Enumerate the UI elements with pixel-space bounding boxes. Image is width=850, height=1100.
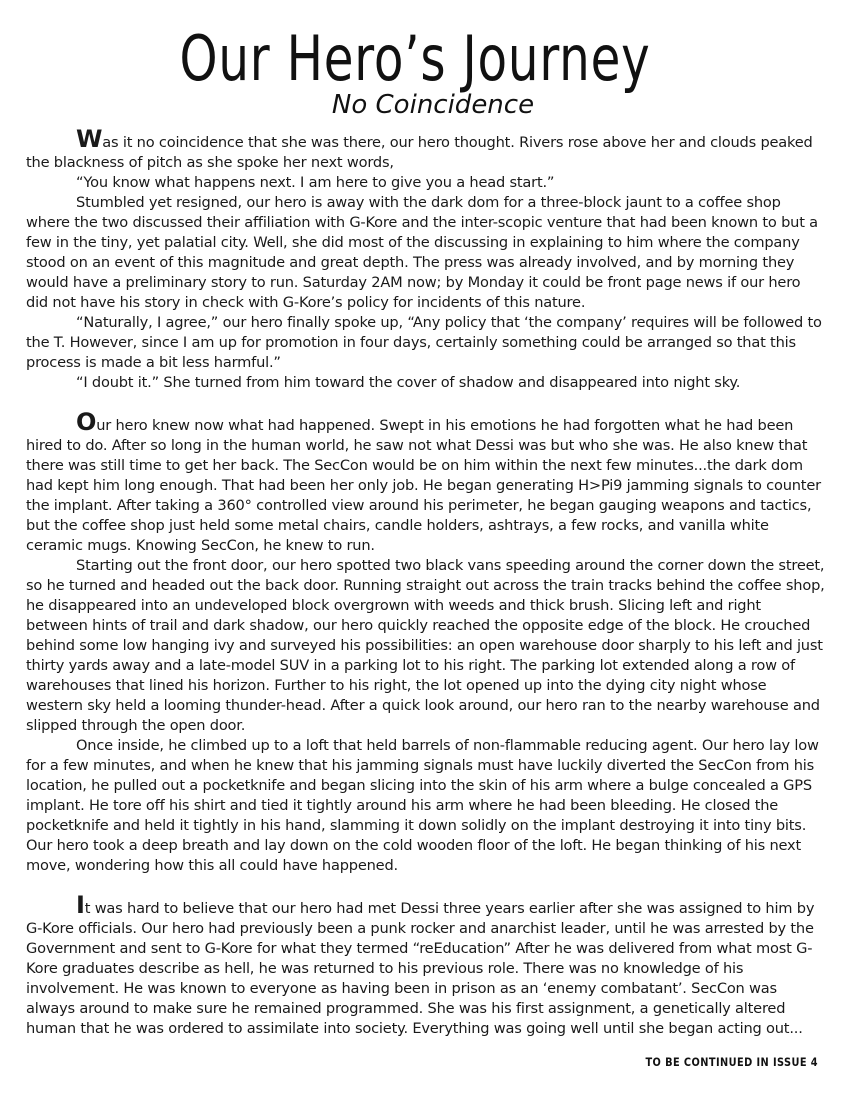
paragraph-text: t was hard to believe that our hero had met Dessi three years earlier after she was assigned to him by G-Kore officials. Our hero had previously been a punk rocker and anarchist leader, until he was arrested by the Government and sent to G-Kore for what they termed “reEducation” After he was delivered from what most G-Kore graduates describe as hell, he was returned to his previous role. There was no knowledge of his involvement. He was known to everyone as having been in prison as an ‘enemy combatant’. SecCon was always around to make sure he remained programmed. She was his first assignment, a genetically altered human that he was ordered to assimilate into society. Everything was going well until she began acting out... (26, 900, 815, 1037)
paragraph (26, 891, 826, 1039)
paragraph: Once inside, he climbed up to a loft that held barrels of non-flammable reducing agent. Our hero lay low for a few minutes, and when he knew that his jamming signals must have luckily diverted the SecCon from his location, he pulled out a pocketknife and began slicing into the skin of his arm where a bulge concealed a GPS implant. He tore off his shirt and tied it tightly around his arm where he had been bleeding. He closed the pocketknife and held it tightly in his hand, slamming it down solidly on the implant destroying it into tiny bits. Our hero took a deep breath and lay down on the cold wooden floor of the loft. He began thinking of his next move, wondering how this all could have happened. (26, 737, 819, 874)
drop-cap: O (76, 408, 97, 436)
paragraph (26, 408, 826, 556)
paragraph: “You know what happens next. I am here to give you a head start.” (76, 174, 555, 191)
drop-cap: W (76, 125, 103, 153)
page-title: Our Hero’s Journey (179, 22, 651, 95)
drop-cap: I (76, 891, 85, 919)
paragraph: “I doubt it.” She turned from him toward the cover of shadow and disappeared into night sky. (76, 374, 741, 391)
paragraph: Stumbled yet resigned, our hero is away with the dark dom for a three-block jaunt to a coffee shop where the two discussed their affiliation with G-Kore and the inter-scopic venture that had been known to but a few in the tiny, yet palatial city. Well, she did most of the discussing in explaining to him where the company stood on an event of this magnitude and great depth. The press was already involved, and by morning they would have a preliminary story to run. Saturday 2AM now; by Monday it could be front page news if our hero did not have his story in check with G-Kore’s policy for incidents of this nature. (26, 194, 818, 311)
paragraph-text: ur hero knew now what had happened. Swept in his emotions he had forgotten what he had been hired to do. After so long in the human world, he saw not what Dessi was but who she was. He also knew that there was still time to get her back. The SecCon would be on him within the next few minutes...the dark dom had kept him long enough. That had been her only job. He began generating H>Pi9 jamming signals to counter the implant. After taking a 360° controlled view around his perimeter, he began gauging weapons and tactics, but the coffee shop just held some metal chairs, candle holders, ashtrays, a few rocks, and vanilla white ceramic mugs. Knowing SecCon, he knew to run. (26, 417, 821, 554)
continued-notice: TO BE CONTINUED IN ISSUE 4 (645, 1055, 818, 1069)
paragraph: Starting out the front door, our hero spotted two black vans speeding around the corner down the street, so he turned and headed out the back door. Running straight out across the train tracks behind the coffee shop, he disappeared into an undeveloped block overgrown with weeds and thick brush. Slicing left and right between hints of trail and dark shadow, our hero quickly reached the opposite edge of the block. He crouched behind some low hanging ivy and surveyed his possibilities: an open warehouse door sharply to his left and just thirty yards away and a late-model SUV in a parking lot to his right. The parking lot extended along a row of warehouses that lined his horizon. Further to his right, the lot opened up into the dying city night whose western sky held a looming thunder-head. After a quick look around, our hero ran to the nearby warehouse and slipped through the open door. (26, 557, 825, 734)
page-subtitle: No Coincidence (331, 90, 535, 120)
paragraph-text: as it no coincidence that she was there, our hero thought. Rivers rose above her and clouds peaked the blackness of pitch as she spoke her next words, (26, 134, 813, 171)
story-body (26, 125, 826, 1039)
paragraph: “Naturally, I agree,” our hero finally spoke up, “Any policy that ‘the company’ requires will be followed to the T. However, since I am up for promotion in four days, certainly something could be arranged so that this process is made a bit less harmful.” (26, 314, 822, 371)
paragraph (26, 125, 826, 173)
